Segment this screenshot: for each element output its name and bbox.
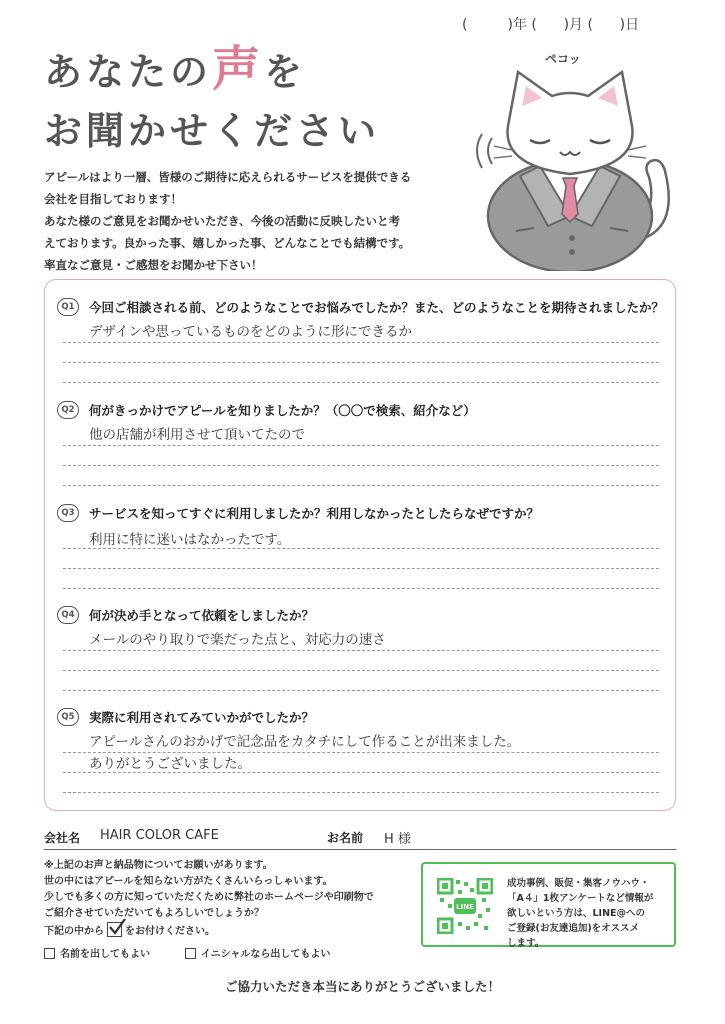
title-post: を [264, 50, 307, 94]
title-pre: あなたの [44, 50, 213, 94]
checkbox-icon[interactable] [185, 948, 196, 959]
answer-line [63, 362, 659, 363]
question-badge: Q3 [57, 504, 79, 522]
question-text: 何がきっかけでアピールを知りましたか？（〇〇で検索、紹介など） [89, 403, 476, 418]
line-promo-box [421, 862, 676, 947]
answer-line [63, 792, 659, 793]
answer-line [63, 465, 659, 466]
answer-text[interactable]: デザインや思っているものをどのように形にできるか [89, 324, 413, 340]
checkmark-icon [107, 922, 122, 937]
answer-line [63, 588, 659, 589]
answer-text[interactable]: ありがとうございました。 [89, 756, 251, 772]
answer-line [63, 772, 659, 773]
question-badge: Q5 [57, 708, 79, 726]
answer-text[interactable]: アピールさんのおかげで記念品をカタチにして作ることが出来ました。 [89, 734, 521, 750]
answer-line [63, 650, 659, 651]
name-label: お名前 [327, 831, 364, 845]
date-field: ( )年 ( )月 ( )日 [462, 17, 640, 33]
company-label: 会社名 [44, 831, 81, 845]
intro-line: あなた様のご意見をお聞かせいただき、今後の活動に反映したいと考 [44, 214, 401, 228]
answer-line [63, 548, 659, 549]
note-line: 少しでも多くの方に知っていただくために弊社のホームページや印刷物で [44, 892, 374, 903]
intro-line: 会社を目指しております！ [44, 192, 182, 206]
cat-mascot-icon [460, 66, 690, 275]
page-title-line2: お聞かせください [44, 109, 381, 153]
note-line: ご紹介させていただいてもよろしいでしょうか？ [44, 908, 264, 919]
permission-notes [44, 858, 414, 922]
question-text: サービスを知ってすぐに利用しましたか？利用しなかったとしたらなぜですか？ [89, 506, 540, 521]
answer-line [63, 670, 659, 671]
intro-line: 率直なご意見・ご感想をお聞かせ下さい！ [44, 258, 263, 272]
respondent-divider [44, 849, 676, 850]
choose-post: をお付けください。 [125, 926, 215, 937]
page-title-line1 [44, 30, 306, 99]
question-badge: Q2 [57, 401, 79, 419]
answer-line [63, 445, 659, 446]
answer-line [63, 382, 659, 383]
promo-line: 欲しいという方は、LINE@への [507, 908, 646, 919]
answer-text[interactable]: 他の店舗が利用させて頂いてたので [89, 427, 305, 443]
answer-text[interactable]: メールのやり取りで楽だった点と、対応力の速さ [89, 632, 386, 648]
promo-line: 成功事例、販促・集客ノウハウ・ [507, 878, 650, 889]
question-text: 今回ご相談される前、どのようなことでお悩みでしたか？また、どのようなことを期待されましたか？ [89, 300, 665, 315]
option-initial-ok[interactable] [185, 945, 330, 960]
choose-instruction [44, 922, 215, 937]
promo-line: します。 [507, 938, 545, 949]
thanks-message: ご協力いただき本当にありがとうございました！ [224, 979, 500, 994]
question-badge: Q4 [57, 606, 79, 624]
checkbox-icon[interactable] [44, 948, 55, 959]
line-promo-text [507, 876, 672, 951]
option-label: イニシャルなら出してもよい [201, 949, 331, 960]
question-text: 何が決め手となって依頼をしましたか？ [89, 608, 315, 623]
option-label: 名前を出してもよい [60, 949, 150, 960]
option-name-ok[interactable] [44, 945, 150, 960]
line-qr-code-icon[interactable] [437, 878, 493, 934]
answer-line [63, 752, 659, 753]
answer-line [63, 485, 659, 486]
intro-line: アピールはより一層、皆様のご期待に応えられるサービスを提供できる [44, 170, 412, 184]
question-text: 実際に利用されてみていかがでしたか？ [89, 710, 315, 725]
intro-text [44, 166, 444, 276]
note-line: ※上記のお声と納品物についてお願いがあります。 [44, 860, 273, 871]
name-field[interactable]: H 様 [384, 832, 411, 847]
answer-line [63, 568, 659, 569]
title-accent-voice: 声 [212, 41, 265, 97]
promo-line: ご登録(お友達追加)をオススメ [507, 923, 640, 934]
note-line: 世の中にはアピールを知らない方がたくさんいらっしゃいます。 [44, 876, 333, 887]
answer-line [63, 690, 659, 691]
choose-pre: 下記の中から [44, 926, 104, 937]
question-badge: Q1 [57, 298, 79, 316]
answer-text[interactable]: 利用に特に迷いはなかったです。 [89, 532, 291, 548]
intro-line: えております。良かった事、嬉しかった事、どんなことでも結構です。 [44, 236, 411, 250]
company-field[interactable]: HAIR COLOR CAFE [100, 828, 219, 843]
mascot-sound-text: ペコッ [545, 52, 581, 66]
questions-box [44, 279, 676, 811]
promo-line: 「A４」1枚アンケートなど情報が [507, 893, 654, 904]
qr-label: LINE [456, 903, 474, 911]
answer-line [63, 342, 659, 343]
